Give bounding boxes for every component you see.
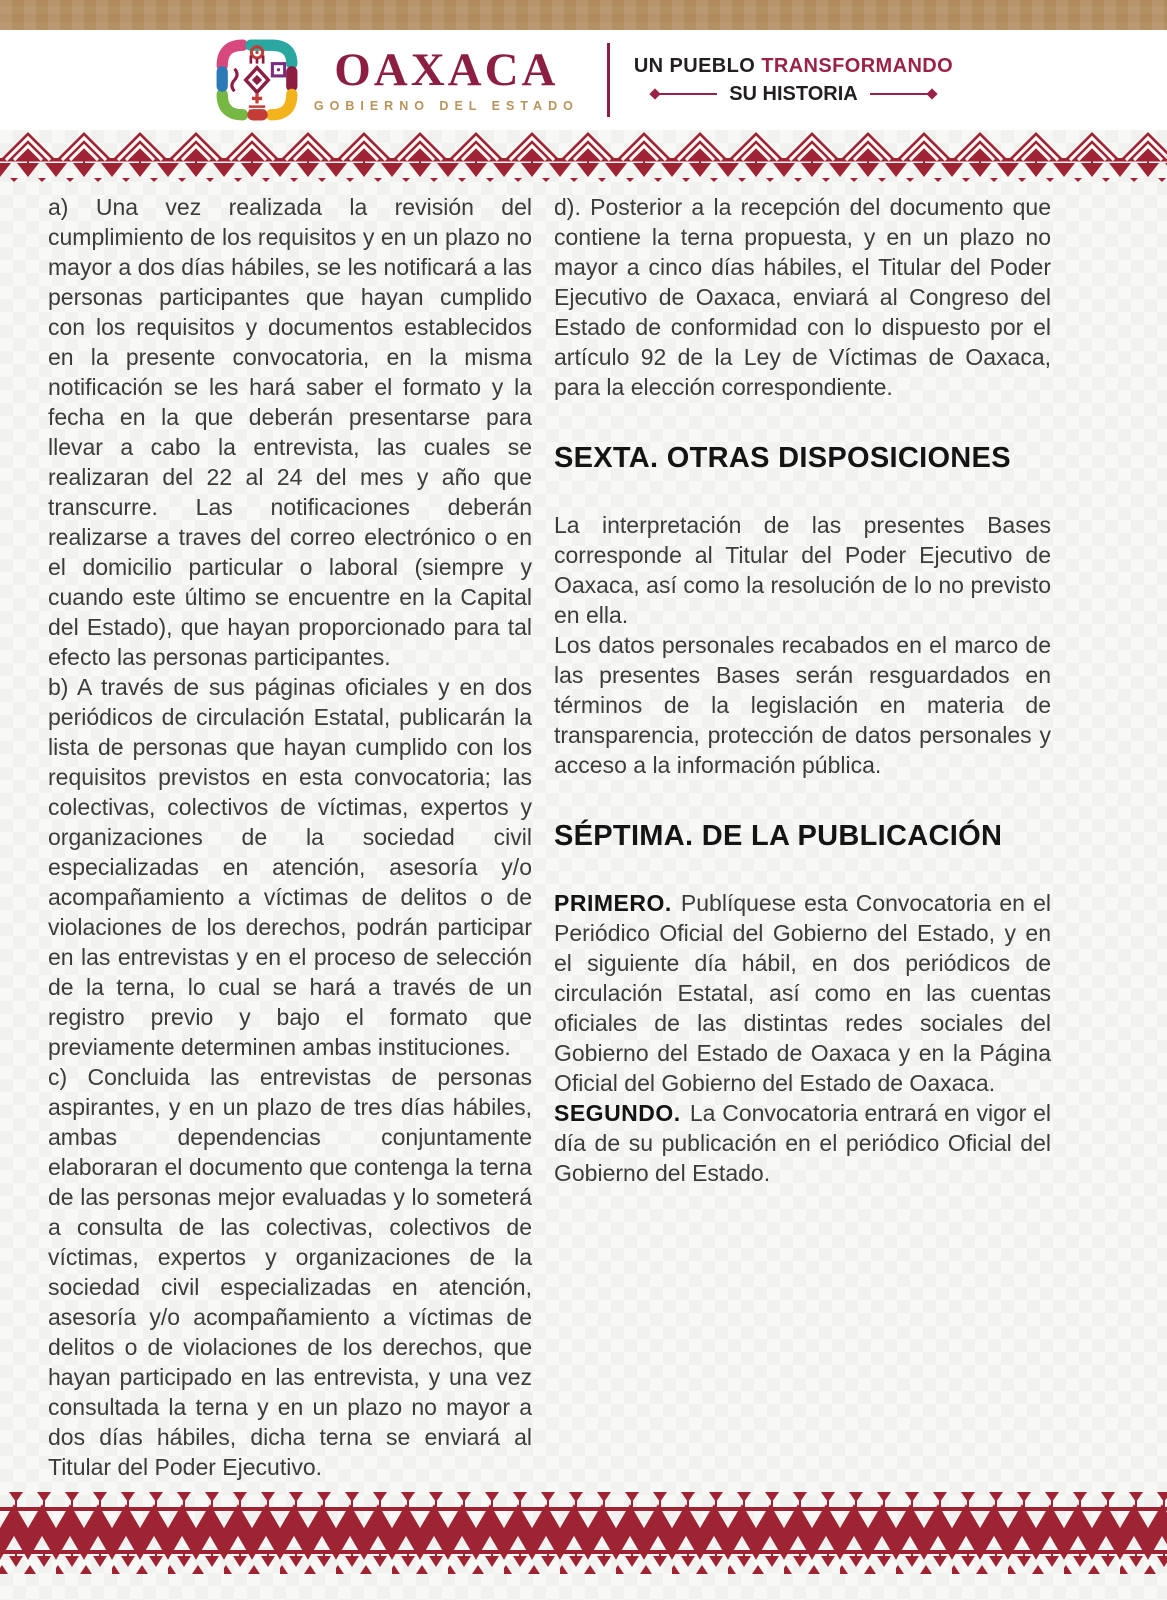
segundo-label: SEGUNDO. [554,1100,681,1126]
slogan-line1 [634,55,953,78]
aztec-border-top [0,130,1167,182]
header [0,30,1167,130]
primero-label: PRIMERO. [554,890,672,916]
paragraph-primero [554,888,1051,1098]
brand-text [313,44,579,113]
aztec-border-bottom [0,1492,1167,1574]
paragraph-segundo [554,1098,1051,1188]
brand-wordmark: OAXACA [334,44,559,96]
paragraph-a: a) Una vez realizada la revisión del cumplimiento de los requisitos y en un plazo no mayor a dos días hábiles, se les notificará a las personas participantes que hayan cumplido con los requisitos y documentos establecidos en la presente convocatoria, en la misma notificación se les hará saber el formato y la fecha en la que deberán presentarse para llevar a cabo la entrevista, las cuales se realizaran del 22 al 24 del mes y año que transcurre. Las notificaciones deberán realizarse a traves del correo electrónico o en el domicilio particular o laboral (siempre y cuando este último se encuentre en la Capital del Estado), que hayan proporcionado para tal efecto las personas participantes. [48,194,532,670]
section-heading-sexta: SEXTA. OTRAS DISPOSICIONES [554,442,1011,474]
paragraph-c: c) Concluida las entrevistas de personas aspirantes, y en un plazo de tres días hábiles, ambas dependencias conjuntamente elaboraran el documento que contenga la terna de las personas mejor evaluadas y lo someterá a consulta de las colectivas, colectivos de víctimas, expertos y organizaciones de la sociedad civil especializadas en atención, asesoría y/o acompañamiento a víctimas de delitos o de violaciones de los derechos, que hayan participado en las entrevista, y una vez consultada la terna y en un plazo no mayor a dos días hábiles, dicha terna se enviará al Titular del Poder Ejecutivo. [48,1064,532,1480]
brand-subtitle: GOBIERNO DEL ESTADO [313,99,579,113]
segundo-text: La Convocatoria entrará en vigor el día de su publicación en el periódico Oficial del Gobierno del Estado. [554,1100,1051,1186]
brand [214,37,579,123]
document-body [0,182,1167,1482]
slogan-line2-row [651,83,936,106]
column-right [554,192,1051,1482]
paragraph-b: b) A través de sus páginas oficiales y en dos periódicos de circulación Estatal, publicarán la lista de personas que hayan cumplido con los requisitos previstos en esta convocatoria; las colectivas, colectivos de víctimas, expertos y organizaciones de la sociedad civil especializadas en atención, asesoría y/o acompañamiento a víctimas de delitos o de violaciones de los derechos, podrán participar en las entrevistas y en el proceso de selección de la terna, lo cual se hará a través de un registro previo y bajo el formato que previamente determinen ambas instituciones. [48,674,532,1060]
paragraph-datos-personales: Los datos personales recabados en el marco de las presentes Bases serán resguardados en términos de la legislación en materia de transparencia, protección de datos personales y acceso a la información pública. [554,632,1051,778]
paragraph-interpretacion: La interpretación de las presentes Bases corresponde al Titular del Poder Ejecutivo de Oaxaca, así como la resolución de lo no previsto en ella. [554,512,1051,628]
slogan-line1-accent: TRANSFORMANDO [761,54,954,77]
slogan-line2: SU HISTORIA [729,82,858,105]
header-divider [607,43,610,117]
top-border-bar [0,0,1167,30]
slogan-line1-black: UN PUEBLO [633,54,756,77]
paragraph-d: d). Posterior a la recepción del documento que contiene la terna propuesta, y en un plazo no mayor a cinco días hábiles, el Titular del Poder Ejecutivo de Oaxaca, enviará al Congreso del Estado de conformidad con lo dispuesto por el artículo 92 de la Ley de Víctimas de Oaxaca, para la elección correspondiente. [554,194,1051,400]
section-heading-septima: SÉPTIMA. DE LA PUBLICACIÓN [554,820,1003,852]
oaxaca-emblem-icon [214,37,300,123]
arrow-left-icon [651,90,717,98]
arrow-right-icon [870,90,936,98]
column-left [48,192,532,1482]
slogan [634,55,953,106]
primero-text: Publíquese esta Convocatoria en el Periódico Oficial del Gobierno del Estado, y en el siguiente día hábil, en dos periódicos de circulación Estatal, así como en las cuentas oficiales de las distintas redes sociales del Gobierno del Estado de Oaxaca y en la Página Oficial del Gobierno del Estado de Oaxaca. [554,890,1051,1096]
